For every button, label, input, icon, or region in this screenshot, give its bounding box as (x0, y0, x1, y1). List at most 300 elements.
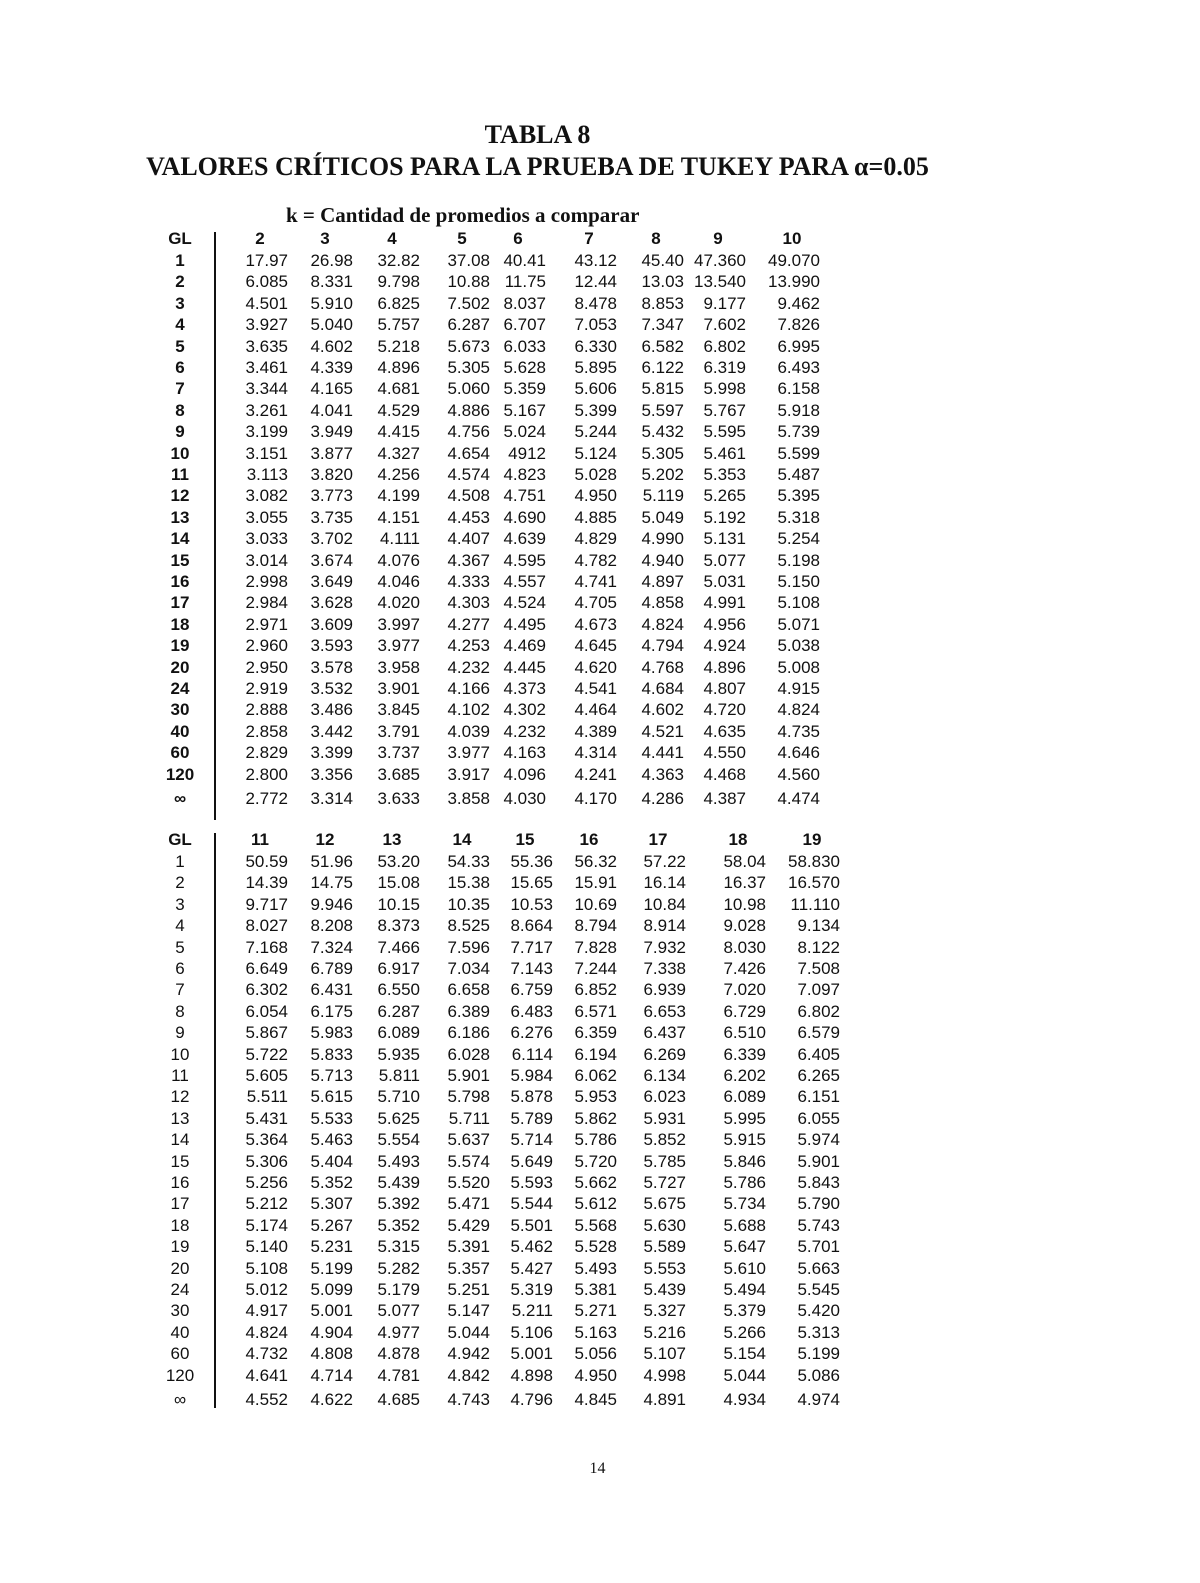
table-cell: 3.791 (377, 721, 420, 741)
table-cell: 6.359 (574, 1023, 617, 1043)
row-label: 9 (175, 422, 185, 442)
table-cell: 6.550 (377, 980, 420, 1000)
table-cell: 4.256 (377, 465, 420, 484)
table-cell: 5.265 (703, 486, 746, 506)
table-cell: 5.399 (574, 400, 617, 420)
table-cell: 5.044 (723, 1365, 766, 1385)
table-cell: 5.071 (777, 614, 820, 634)
table-cell: 13.03 (641, 272, 684, 292)
table-cell: 4.885 (574, 507, 617, 527)
row-label: 20 (170, 657, 190, 677)
table-cell: 4.495 (503, 614, 546, 634)
table-cell: 6.122 (641, 358, 684, 377)
table-cell: 5.790 (797, 1194, 840, 1214)
table-cell: 6.437 (643, 1023, 686, 1043)
row-label: 19 (170, 636, 190, 656)
table-cell: 3.702 (310, 529, 353, 549)
table-cell: 4.751 (503, 486, 546, 506)
row-label: 11 (171, 465, 189, 484)
table-cell: 4.743 (447, 1390, 490, 1409)
table-cell: 7.168 (245, 937, 288, 957)
table-cell: 4.508 (447, 486, 490, 506)
table-cell: 5.663 (797, 1258, 840, 1278)
table-cell: 5.099 (310, 1280, 353, 1299)
table-cell: 4.453 (447, 507, 490, 527)
table-cell: 5.843 (797, 1173, 840, 1192)
table-cell: 5.625 (377, 1108, 420, 1128)
table-cell: 50.59 (245, 852, 288, 871)
table-cell: 7.244 (574, 959, 617, 978)
table-cell: 4.878 (377, 1344, 420, 1364)
table-cell: 6.194 (574, 1044, 617, 1064)
table-cell: 6.653 (643, 1001, 686, 1021)
table-cell: 15.65 (510, 873, 553, 893)
table-cell: 5.597 (641, 400, 684, 420)
table-cell: 4.796 (510, 1390, 553, 1409)
table-cell: 4.363 (641, 764, 684, 784)
row-label: 40 (170, 721, 190, 741)
table-cell: 5.282 (377, 1258, 420, 1278)
column-header: 19 (802, 830, 822, 849)
table-cell: 5.701 (797, 1237, 840, 1257)
table-cell: 4.622 (310, 1390, 353, 1409)
table-cell: 4.904 (310, 1322, 353, 1342)
row-label: 5 (175, 336, 185, 356)
table-cell: 5.086 (797, 1365, 840, 1385)
row-label: 10 (170, 1044, 190, 1064)
table-cell: 4.977 (377, 1322, 420, 1342)
table-cell: 4.950 (574, 1365, 617, 1385)
table-cell: 4.639 (503, 529, 546, 549)
table-cell: 4.824 (777, 700, 820, 720)
table-cell: 5.984 (510, 1066, 553, 1085)
table-cell: 6.995 (777, 336, 820, 356)
row-label: 8 (175, 1001, 185, 1021)
table-cell: 5.553 (643, 1258, 686, 1278)
table-cell: 5.359 (503, 379, 546, 399)
table-cell: 6.054 (245, 1001, 288, 1021)
table-cell: 3.082 (245, 486, 288, 506)
table-cell: 49.070 (768, 251, 820, 270)
table-cell: 6.917 (377, 959, 420, 978)
table-cell: 5.647 (723, 1237, 766, 1257)
table-cell: 4.681 (377, 379, 420, 399)
table-cell: 4.924 (703, 636, 746, 656)
table-cell: 4.685 (377, 1390, 420, 1409)
table-cell: 6.287 (447, 315, 490, 335)
row-label: 3 (175, 894, 185, 914)
table-cell: 5.649 (510, 1151, 553, 1171)
table-cell: 5.251 (447, 1280, 490, 1299)
table-cell: 8.664 (510, 916, 553, 936)
table-cell: 5.628 (503, 358, 546, 377)
table-cell: 4.389 (574, 721, 617, 741)
row-label: 3 (175, 293, 185, 313)
table-cell: 5.154 (723, 1344, 766, 1364)
table-cell: 5.593 (510, 1173, 553, 1192)
table-cell: 4.950 (574, 486, 617, 506)
table-cell: 5.395 (777, 486, 820, 506)
table-cell: 5.811 (378, 1066, 420, 1085)
table-cell: 6.319 (703, 358, 746, 377)
table-cell: 5.743 (797, 1215, 840, 1235)
table-cell: 7.828 (574, 937, 617, 957)
table-cell: 3.635 (245, 336, 288, 356)
table-cell: 51.96 (310, 852, 353, 871)
table-cell: 7.502 (447, 293, 490, 313)
table-cell: 6.493 (777, 358, 820, 377)
table-cell: 7.596 (447, 937, 490, 957)
table-cell: 8.027 (245, 916, 288, 936)
table-cell: 5.605 (245, 1066, 288, 1085)
table-cell: 4.241 (574, 764, 617, 784)
table-cell: 3.958 (377, 657, 420, 677)
table-cell: 4.253 (447, 636, 490, 656)
table-cell: 5.392 (377, 1194, 420, 1214)
table-cell: 5.544 (510, 1194, 553, 1214)
table-cell: 5.710 (377, 1087, 420, 1107)
table-cell: 5.574 (447, 1151, 490, 1171)
row-label: 10 (170, 443, 190, 463)
table-cell: 9.798 (377, 272, 420, 292)
table-cell: 14.39 (245, 873, 288, 893)
table-cell: 7.034 (447, 959, 490, 978)
table-cell: 6.431 (310, 980, 353, 1000)
table-cell: 5.675 (643, 1194, 686, 1214)
table-cell: 2.888 (245, 700, 288, 720)
column-header: 3 (320, 229, 330, 248)
table-cell: 4.942 (447, 1344, 490, 1364)
table-cell: 6.852 (574, 980, 617, 1000)
table-cell: 4.720 (703, 700, 746, 720)
table-cell: 47.360 (694, 251, 746, 270)
table-cell: 6.276 (510, 1023, 553, 1043)
table-cell: 5.720 (574, 1151, 617, 1171)
table-cell: 5.511 (246, 1087, 288, 1107)
table-cell: 5.554 (377, 1130, 420, 1150)
table-cell: 4.824 (245, 1322, 288, 1342)
table-cell: 6.939 (643, 980, 686, 1000)
table-cell: 13.540 (694, 272, 746, 292)
table-cell: 5.910 (310, 293, 353, 313)
table-cell: 5.462 (510, 1237, 553, 1257)
table-cell: 3.877 (310, 443, 353, 463)
table-cell: 6.330 (574, 336, 617, 356)
table-cell: 6.571 (574, 1001, 617, 1021)
table-cell: 5.471 (447, 1194, 490, 1214)
table-cell: 4.441 (641, 743, 684, 763)
table-cell: 5.044 (447, 1322, 490, 1342)
table-cell: 3.735 (310, 507, 353, 527)
table-cell: 5.599 (777, 443, 820, 463)
page-number: 14 (589, 1460, 606, 1477)
table-cell: 5.786 (723, 1173, 766, 1192)
table-cell: 5.352 (310, 1173, 353, 1192)
table-cell: 3.674 (310, 550, 353, 570)
table-cell: 5.862 (574, 1108, 617, 1128)
table-cell: 5.610 (723, 1258, 766, 1278)
table-cell: 9.717 (245, 894, 288, 914)
row-label: 6 (175, 959, 185, 978)
table-cell: 6.802 (703, 336, 746, 356)
table-cell: 4.991 (703, 593, 746, 613)
row-label: ∞ (173, 789, 187, 808)
gl-header: GL (168, 229, 192, 248)
table-cell: 4.602 (310, 336, 353, 356)
table-cell: 4.602 (641, 700, 684, 720)
column-header: 4 (387, 229, 397, 248)
table-cell: 4.808 (310, 1344, 353, 1364)
table-cell: 55.36 (510, 852, 553, 871)
table-cell: 5.108 (245, 1258, 288, 1278)
table-cell: 5.315 (377, 1237, 420, 1257)
table-cell: 17.97 (245, 251, 288, 270)
table-cell: 2.829 (245, 743, 288, 763)
table-cell: 6.265 (797, 1066, 840, 1085)
table-cell: 6.114 (511, 1044, 553, 1064)
table-cell: 3.997 (377, 614, 420, 634)
table-cell: 5.432 (641, 422, 684, 442)
table-cell: 4.339 (310, 358, 353, 377)
table-cell: 5.722 (245, 1044, 288, 1064)
table-cell: 4.917 (245, 1301, 288, 1321)
table-cell: 5.391 (447, 1237, 490, 1257)
table-cell: 3.977 (377, 636, 420, 656)
table-cell: 6.302 (245, 980, 288, 1000)
table-cell: 6.405 (797, 1044, 840, 1064)
table-cell: 3.649 (310, 572, 353, 591)
table-cell: 5.461 (703, 443, 746, 463)
table-cell: 4.781 (377, 1365, 420, 1385)
table-cell: 2.984 (245, 593, 288, 613)
table-cell: 5.107 (643, 1344, 686, 1364)
table-cell: 5.852 (643, 1130, 686, 1150)
table-cell: 6.175 (310, 1001, 353, 1021)
table-cell: 6.055 (797, 1108, 840, 1128)
table-cell: 5.381 (574, 1280, 617, 1299)
table-cell: 3.845 (377, 700, 420, 720)
table-cell: 4.940 (641, 550, 684, 570)
row-label: 5 (175, 937, 185, 957)
table-cell: 5.028 (574, 465, 617, 484)
table-cell: 6.202 (723, 1066, 766, 1085)
row-label: 60 (170, 1344, 190, 1364)
table-cell: 5.974 (797, 1130, 840, 1150)
table-cell: 4.735 (777, 721, 820, 741)
row-label: 120 (165, 1365, 195, 1385)
table-cell: 4.915 (777, 679, 820, 698)
table-cell: 4.199 (377, 486, 420, 506)
table-cell: 5.211 (511, 1301, 553, 1321)
table-cell: 4.690 (503, 507, 546, 527)
row-label: 8 (175, 400, 185, 420)
table-cell: 5.404 (310, 1151, 353, 1171)
table-cell: 5.931 (643, 1108, 686, 1128)
table-cell: 5.420 (797, 1301, 840, 1321)
table-cell: 15.08 (377, 873, 420, 893)
row-label: 1 (175, 852, 185, 871)
table-cell: 5.711 (448, 1108, 490, 1128)
table-cell: 5.463 (310, 1130, 353, 1150)
table-cell: 6.789 (310, 959, 353, 978)
table-cell: 5.429 (447, 1215, 490, 1235)
table-cell: 5.216 (643, 1322, 686, 1342)
table-cell: 5.163 (574, 1322, 617, 1342)
table-cell: 5.494 (723, 1280, 766, 1299)
table-cell: 6.134 (643, 1066, 686, 1085)
table-cell: 5.038 (777, 636, 820, 656)
table-cell: 58.830 (788, 852, 840, 871)
table-cell: 5.077 (377, 1301, 420, 1321)
table-cell: 8.914 (643, 916, 686, 936)
table-cell: 9.134 (797, 916, 840, 936)
table-cell: 26.98 (310, 251, 353, 270)
table-cell: 3.199 (245, 422, 288, 442)
table-cell: 4.768 (641, 657, 684, 677)
table-cell: 4.635 (703, 721, 746, 741)
row-label: 30 (170, 1301, 190, 1321)
k-label: k = Cantidad de promedios a comparar (286, 203, 640, 227)
table-cell: 53.20 (377, 852, 420, 871)
row-label: 2 (175, 873, 185, 893)
table-cell: 7.338 (643, 959, 686, 978)
column-header: 13 (382, 830, 402, 849)
table-cell: 5.266 (723, 1322, 766, 1342)
table-cell: 5.630 (643, 1215, 686, 1235)
table-cell: 5.256 (245, 1173, 288, 1192)
table-cell: 4.501 (245, 293, 288, 313)
table-cell: 2.772 (245, 789, 288, 808)
table-cell: 4.333 (447, 572, 490, 591)
table-cell: 5.901 (447, 1066, 490, 1085)
table-cell: 10.53 (510, 894, 553, 914)
table-cell: 8.030 (723, 937, 766, 957)
table-cell: 4.646 (777, 743, 820, 763)
table-cell: 4.714 (310, 1365, 353, 1385)
table-cell: 6.729 (723, 1001, 766, 1021)
table-cell: 5.119 (642, 486, 684, 506)
table-cell: 3.055 (245, 507, 288, 527)
table-cell: 3.858 (447, 789, 490, 808)
table-cell: 4.560 (777, 764, 820, 784)
table-cell: 5.198 (777, 550, 820, 570)
table-cell: 5.727 (643, 1173, 686, 1192)
table-cell: 7.020 (723, 980, 766, 1000)
column-header: 7 (584, 229, 594, 248)
row-label: 9 (175, 1023, 185, 1043)
table-cell: 5.815 (641, 379, 684, 399)
table-cell: 4.373 (503, 679, 546, 698)
table-cell: 12.44 (574, 272, 617, 292)
table-cell: 5.267 (310, 1215, 353, 1235)
table-cell: 4.557 (503, 572, 546, 591)
table-cell: 6.028 (447, 1044, 490, 1064)
table-cell: 7.426 (723, 959, 766, 978)
row-label: 120 (165, 764, 195, 784)
column-header: 6 (513, 229, 523, 248)
table-cell: 4.277 (447, 614, 490, 634)
table-cell: 5.318 (777, 507, 820, 527)
row-label: 20 (170, 1258, 190, 1278)
table-cell: 5.589 (643, 1237, 686, 1257)
table-cell: 5.319 (510, 1280, 553, 1299)
table-cell: 6.707 (503, 315, 546, 335)
table-cell: 5.049 (641, 507, 684, 527)
table-cell: 4.521 (641, 721, 684, 741)
table-cell: 4.541 (574, 679, 617, 698)
table-cell: 5.901 (797, 1151, 840, 1171)
row-label: 15 (170, 1151, 190, 1171)
table-cell: 4.303 (447, 593, 490, 613)
table-cell: 7.466 (377, 937, 420, 957)
table-cell: 5.131 (703, 529, 746, 549)
row-label: 18 (170, 1215, 190, 1235)
table-cell: 5.520 (447, 1173, 490, 1192)
table-cell: 5.212 (245, 1194, 288, 1214)
table-cell: 3.773 (310, 486, 353, 506)
table-cell: 5.833 (310, 1044, 353, 1064)
table-cell: 6.089 (377, 1023, 420, 1043)
table-cell: 5.244 (574, 422, 617, 442)
table-cell: 5.713 (310, 1066, 353, 1085)
table-cell: 5.353 (703, 465, 746, 484)
table-cell: 5.174 (245, 1215, 288, 1235)
table-cell: 5.008 (777, 657, 820, 677)
table-cell: 7.324 (310, 937, 353, 957)
table-cell: 37.08 (447, 251, 490, 270)
table-cell: 56.32 (574, 852, 617, 871)
table-cell: 3.901 (377, 679, 420, 698)
table-cell: 5.786 (574, 1130, 617, 1150)
table-cell: 9.177 (703, 293, 746, 313)
table-cell: 4.166 (447, 679, 490, 698)
table-cell: 4.891 (643, 1390, 686, 1409)
table-cell: 4.956 (703, 614, 746, 634)
table-divider (214, 833, 216, 1408)
table-cell: 6.483 (510, 1001, 553, 1021)
table-cell: 6.269 (643, 1044, 686, 1064)
table-cell: 7.602 (703, 315, 746, 335)
table-cell: 5.487 (777, 465, 820, 484)
table-cell: 4.039 (447, 721, 490, 741)
table-cell: 3.014 (245, 550, 288, 570)
table-cell: 7.347 (641, 315, 684, 335)
table-cell: 5.714 (510, 1130, 553, 1150)
table-cell: 57.22 (643, 852, 686, 871)
table-cell: 3.593 (310, 636, 353, 656)
table-cell: 4.823 (503, 465, 546, 484)
table-cell: 4.302 (503, 700, 546, 720)
table-cell: 4.794 (641, 636, 684, 656)
table-cell: 7.053 (574, 315, 617, 335)
table-cell: 3.820 (310, 465, 353, 484)
table-cell: 4.469 (503, 636, 546, 656)
table-cell: 5.734 (723, 1194, 766, 1214)
table-cell: 3.917 (447, 764, 490, 784)
table-cell: 6.186 (447, 1023, 490, 1043)
table-cell: 13.990 (768, 272, 820, 292)
table-cell: 7.508 (797, 959, 840, 978)
row-label: 2 (175, 272, 185, 292)
table-cell: 10.98 (723, 894, 766, 914)
table-cell: 4.111 (379, 529, 420, 549)
table-cell: 5.528 (574, 1237, 617, 1257)
table-cell: 5.915 (723, 1130, 766, 1150)
row-label: 24 (170, 679, 190, 698)
table-cell: 4.732 (245, 1344, 288, 1364)
table-cell: 4.232 (503, 721, 546, 741)
table-cell: 10.15 (377, 894, 420, 914)
